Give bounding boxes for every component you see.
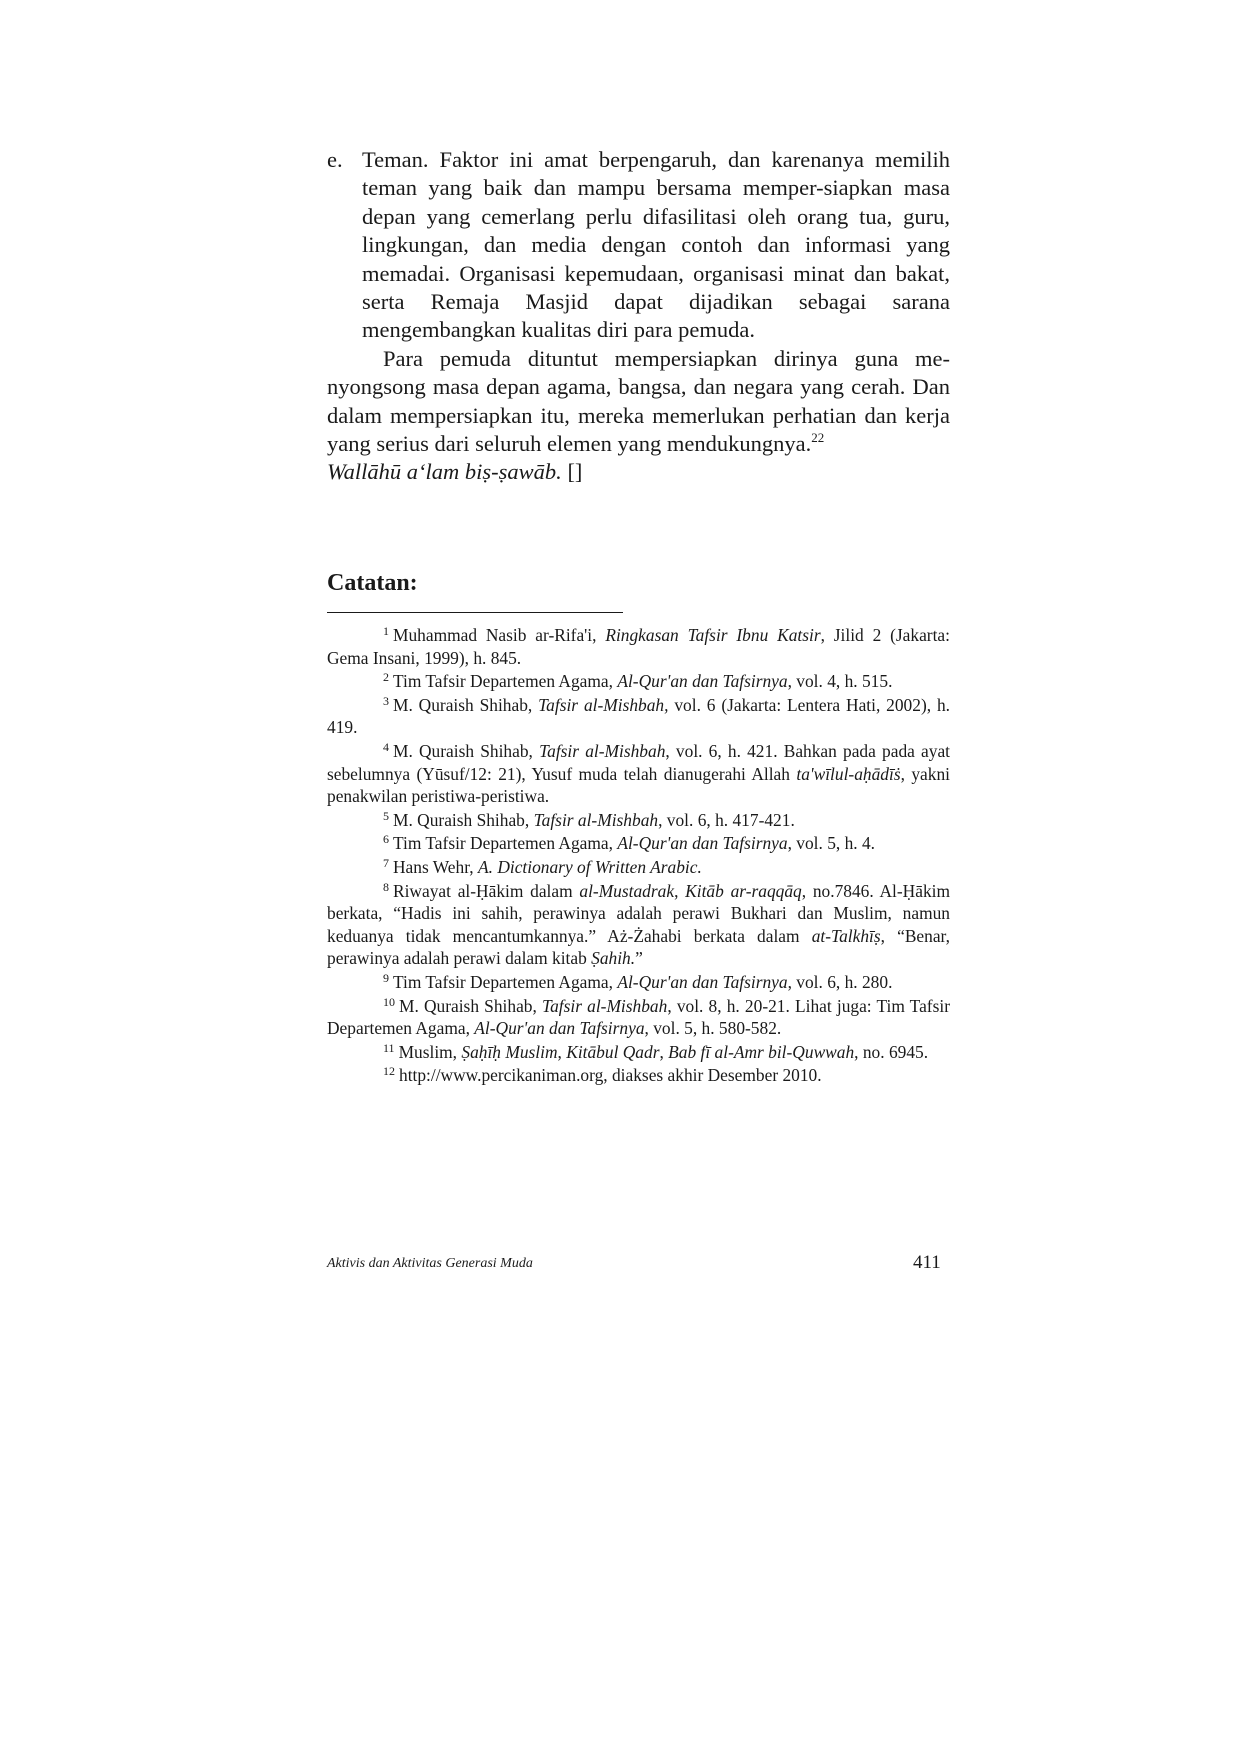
footnote-number: 7 <box>383 855 389 870</box>
footnote-11 <box>327 1041 950 1064</box>
footnote-text: vol. 6 (Jakarta: Lentera Hati, 2002), h. 419. <box>327 694 950 738</box>
footnote-2 <box>327 670 950 693</box>
footnote-italic-text: Al-Qur'an dan Tafsirnya <box>617 671 788 692</box>
footnote-number: 5 <box>383 808 389 823</box>
footnote-italic-text: Tafsir al-Mishbah <box>539 740 666 761</box>
footnote-italic-text: Kitāb ar-raqqāq <box>685 880 802 901</box>
list-marker: e. <box>327 147 343 172</box>
footnote-text: , vol. 5, h. 4. <box>787 833 876 854</box>
footnote-8 <box>327 880 950 970</box>
footnote-italic-text: at-Talkhīṣ <box>811 925 881 946</box>
notes-heading: Catatan: <box>327 570 418 596</box>
footnote-italic-text: Bab fī al-Amr bil-Quwwah <box>668 1041 855 1062</box>
footnote-italic-text: Ṣaḥīḥ Muslim <box>461 1041 558 1062</box>
footnote-italic-text: Al-Qur'an dan Tafsirnya <box>474 1018 645 1039</box>
footnote-italic-text: ta'wīlul-aḥādīṡ <box>796 763 901 784</box>
footnote-text: , vol. 6, h. 280. <box>787 971 893 992</box>
footnote-number: 10 <box>383 994 395 1009</box>
footnote-italic-text: Tafsir al-Mishbah <box>533 809 659 830</box>
footnote-number: 9 <box>383 970 389 985</box>
footnote-text: Muhammad Nasib ar-Rifa'i, <box>393 625 606 645</box>
footnote-5 <box>327 809 950 832</box>
footnote-12 <box>327 1064 950 1087</box>
footnote-italic-text: Tafsir al-Mishbah, <box>538 694 669 715</box>
footnote-number: 8 <box>383 879 389 894</box>
footnote-text: Tim Tafsir Departemen Agama, <box>393 971 618 992</box>
footnote-text: , <box>659 1041 669 1062</box>
footnote-italic-text: Kitābul Qadr <box>566 1041 660 1062</box>
footnote-text: , vol. 4, h. 515. <box>787 671 893 692</box>
footnote-text: M. Quraish Shihab, <box>393 740 540 761</box>
page-number: 411 <box>913 1252 941 1273</box>
footnote-number: 3 <box>383 693 389 708</box>
footnote-italic-text: Tafsir al-Mishbah <box>542 995 668 1016</box>
paragraph-text: Para pemuda dituntut mempersiapkan dirinya guna me-nyongsong masa depan agama, bangsa, dan negara yang cerah. Dan dalam mempersiapkan itu, mereka memerlukan perhatian dan kerja yang serius dari seluruh elemen yang mendukungnya. <box>327 345 950 457</box>
footnote-text: , <box>557 1041 567 1062</box>
footnote-italic-text: Al-Qur'an dan Tafsirnya <box>617 971 788 992</box>
footnote-text: , vol. 6, h. 417-421. <box>658 809 795 830</box>
footnote-6 <box>327 832 950 855</box>
footnote-text: Tim Tafsir Departemen Agama, <box>393 833 618 854</box>
footnote-text: , vol. 5, h. 580-582. <box>644 1018 782 1039</box>
footnote-number: 12 <box>383 1064 395 1079</box>
footnote-text: , yakni penakwilan peristiwa-peristiwa. <box>327 763 950 807</box>
footnote-text: M. Quraish Shihab, <box>399 995 542 1016</box>
body-paragraph <box>327 345 950 459</box>
footnote-3 <box>327 694 950 739</box>
footnote-9 <box>327 971 950 994</box>
footnote-italic-text: al-Mustadrak <box>579 880 675 901</box>
footnote-number: 4 <box>383 739 389 754</box>
footnote-text: , <box>674 880 686 901</box>
footnote-text: Hans Wehr, <box>393 856 478 877</box>
footnote-number: 11 <box>383 1040 395 1055</box>
footnote-text: , vol. 6, h. 421. Bahkan pada pada ayat sebelumnya (Yūsuf/12: 21), Yusuf muda telah dianugerahi Allah <box>327 740 950 784</box>
footnote-text: M. Quraish Shihab, <box>393 694 539 715</box>
footnote-number: 1 <box>383 624 389 638</box>
footnote-number: 2 <box>383 670 389 685</box>
footnote-italic-text: Ringkasan Tafsir Ibnu Katsir <box>605 625 821 645</box>
main-text <box>327 146 950 487</box>
closing-line <box>327 458 950 486</box>
footnote-text: , vol. 8, h. 20-21. Lihat juga: Tim Tafsir Departemen Agama, <box>327 995 950 1039</box>
footnote-4 <box>327 740 950 808</box>
closing-bracket: [] <box>567 459 583 485</box>
footnote-text: http://www.percikaniman.org, diakses akhir Desember 2010. <box>399 1065 822 1086</box>
footnote-text: , no. 6945. <box>854 1041 929 1062</box>
footnote-text: Tim Tafsir Departemen Agama, <box>393 671 618 692</box>
footnote-text: , “Benar, perawinya adalah perawi dalam kitab <box>327 925 950 969</box>
footnote-1 <box>327 624 950 669</box>
footnote-number: 6 <box>383 832 389 847</box>
footnote-text: ” <box>635 948 643 969</box>
footnote-7 <box>327 856 950 879</box>
footnote-italic-text: Ṣahih. <box>591 948 636 969</box>
list-item-e <box>327 146 950 345</box>
footnote-text: M. Quraish Shihab, <box>393 809 534 830</box>
footnote-text: , Jilid 2 (Jakarta: Gema Insani, 1999), h. 845. <box>327 625 950 668</box>
notes-divider <box>327 612 623 613</box>
footnotes-list <box>327 624 950 1088</box>
footnote-text: Riwayat al-Ḥākim dalam <box>393 880 580 901</box>
closing-phrase: Wallāhū a‘lam biṣ-ṣawāb. <box>327 459 562 485</box>
footnote-10 <box>327 995 950 1040</box>
list-item-text: Teman. Faktor ini amat berpengaruh, dan karenanya memilih teman yang baik dan mampu bersama memper-siapkan masa depan yang cemerlang perlu difasilitasi oleh orang tua, guru, lingkungan, dan media dengan contoh dan informasi yang memadai. Organisasi kepemudaan, organisasi minat dan bakat, serta Remaja Masjid dapat dijadikan sebagai sarana mengembangkan kualitas diri para pemuda. <box>362 147 950 343</box>
footnote-italic-text: A. Dictionary of Written Arabic. <box>478 856 702 877</box>
footnote-italic-text: Al-Qur'an dan Tafsirnya <box>617 833 788 854</box>
running-footer-title: Aktivis dan Aktivitas Generasi Muda <box>327 1256 533 1271</box>
footnote-text: Muslim, <box>398 1041 462 1062</box>
footnote-reference: 22 <box>811 430 825 446</box>
footnote-text: , no.7846. Al-Ḥākim berkata, “Hadis ini sahih, perawinya adalah perawi Bukhari dan Muslim, namun keduanya tidak mencantumkannya.” Aż-Żahabi berkata dalam <box>327 880 951 946</box>
